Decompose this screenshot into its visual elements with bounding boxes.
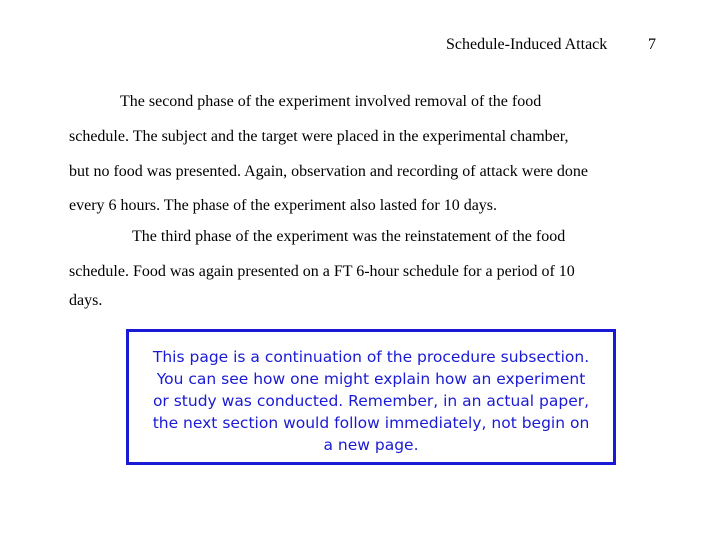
paragraph-line: schedule. Food was again presented on a FT 6-hour schedule for a period of 10	[69, 263, 575, 280]
callout-line: This page is a continuation of the procedure subsection.	[152, 348, 590, 366]
page-number: 7	[648, 36, 656, 53]
paragraph-line: schedule. The subject and the target were placed in the experimental chamber,	[69, 128, 569, 145]
paragraph-line: but no food was presented. Again, observation and recording of attack were done	[69, 163, 588, 180]
callout-line: or study was conducted. Remember, in an actual paper,	[152, 392, 590, 410]
paragraph-line: days.	[69, 292, 103, 309]
callout-line: You can see how one might explain how an experiment	[156, 370, 586, 388]
paragraph-line: every 6 hours. The phase of the experiment also lasted for 10 days.	[69, 197, 498, 214]
callout-note-box	[126, 329, 616, 465]
paragraph-line: The second phase of the experiment involved removal of the food	[120, 93, 542, 110]
running-head: Schedule-Induced Attack	[446, 36, 608, 53]
callout-line: the next section would follow immediately, not begin on	[152, 414, 590, 432]
paragraph-line: The third phase of the experiment was the reinstatement of the food	[132, 228, 566, 245]
callout-line: a new page.	[323, 436, 419, 454]
